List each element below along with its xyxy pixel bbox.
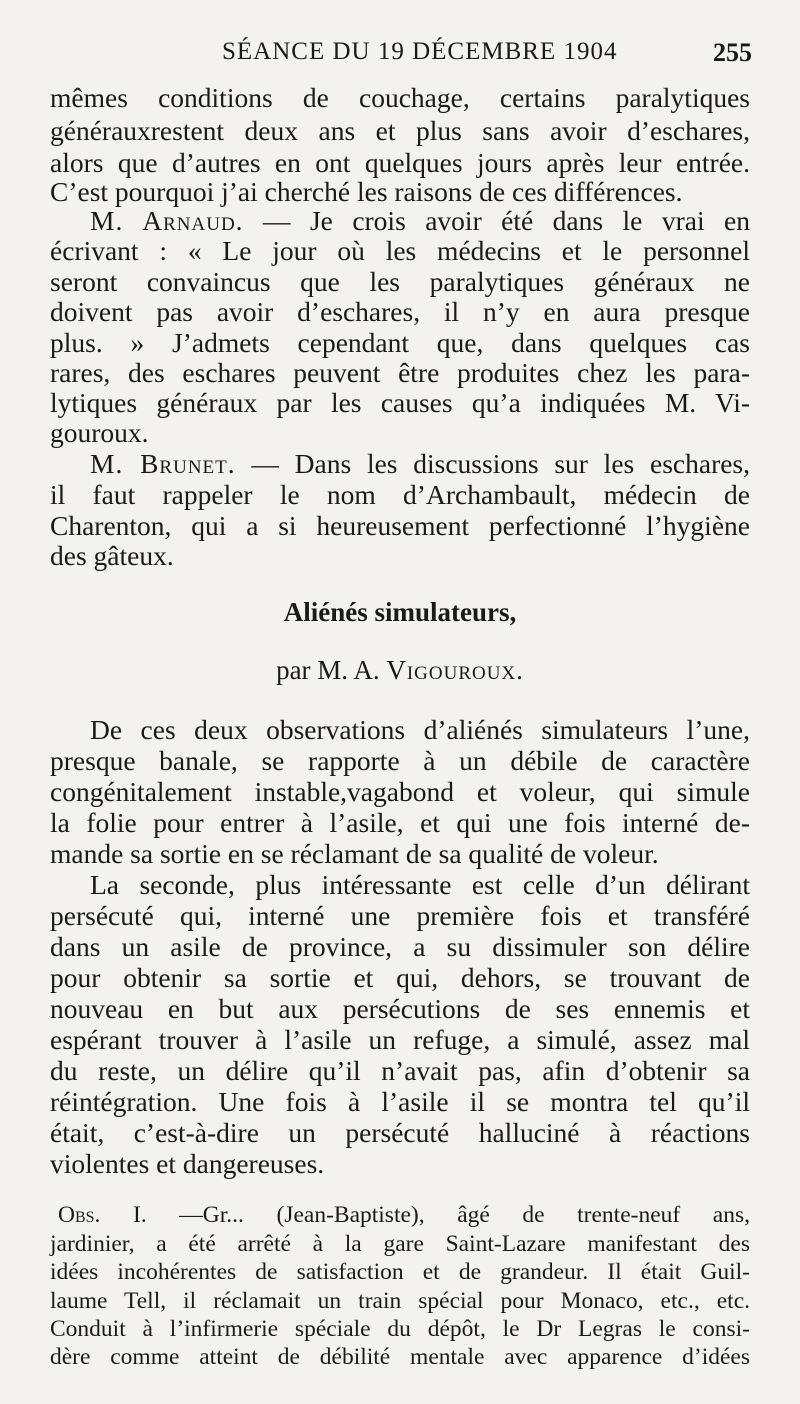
speaker-line-arnaud: [90, 207, 750, 235]
text-line: écrivant : « Le jour où les médecins et le personnel: [50, 235, 750, 266]
speaker-name: M. Brunet.: [90, 448, 236, 479]
text-line: générauxrestent deux ans et plus sans avoir d’eschares,: [50, 115, 750, 146]
observation-text: —Gr... (Jean-Baptiste), âgé de trente-neuf ans,: [179, 1202, 750, 1228]
text-line: des gâteux.: [50, 540, 174, 571]
speaker-line-brunet: [90, 450, 750, 478]
text-line: dère comme atteint de débilité mentale avec apparence d’idées: [50, 1344, 750, 1370]
text-line: alors que d’autres en ont quelques jours après leur entrée.: [50, 147, 750, 178]
text-line: mande sa sortie en se réclamant de sa qualité de voleur.: [50, 838, 659, 869]
text-line: rares, des eschares peuvent être produites chez les para-: [50, 357, 750, 388]
text-line: lytiques généraux par les causes qu’a indiquées M. Vi-: [50, 387, 750, 418]
running-title: SÉANCE DU 19 DÉCEMBRE 1904: [222, 38, 618, 65]
speaker-text: — Je crois avoir été dans le vrai en: [263, 205, 750, 236]
text-line: espérant trouver à l’asile un refuge, a simulé, assez mal: [50, 1024, 750, 1055]
observation-first-line: [58, 1204, 750, 1228]
observation-label: Obs. I.: [58, 1202, 147, 1228]
text-line: il faut rappeler le nom d’Archambault, médecin de: [50, 479, 750, 510]
text-line: plus. » J’admets cependant que, dans quelques cas: [50, 327, 750, 358]
text-line: jardinier, a été arrêté à la gare Saint-Lazare manifestant des: [50, 1231, 750, 1257]
text-line: Conduit à l’infirmerie spéciale du dépôt, le Dr Legras le consi-: [50, 1316, 750, 1342]
text-line: laume Tell, il réclamait un train spécial pour Monaco, etc., etc.: [50, 1288, 750, 1314]
text-line: C’est pourquoi j’ai cherché les raisons de ces différences.: [50, 176, 683, 207]
text-line: seront convaincus que les paralytiques généraux ne: [50, 266, 750, 297]
text-line: idées incohérentes de satisfaction et de grandeur. Il était Guil-: [50, 1259, 750, 1285]
text-line: mêmes conditions de couchage, certains paralytiques: [50, 82, 750, 113]
text-line: nouveau en but aux persécutions de ses ennemis et: [50, 993, 750, 1024]
text-line: La seconde, plus intéressante est celle d’un délirant: [90, 869, 750, 900]
text-line: réintégration. Une fois à l’asile il se montra tel qu’il: [50, 1086, 750, 1117]
byline-author: Vigouroux.: [386, 655, 524, 685]
page-number: 255: [713, 38, 752, 67]
text-line: gouroux.: [50, 417, 149, 448]
byline-prefix: par M. A.: [276, 655, 380, 685]
article-byline: [0, 655, 800, 686]
speaker-name: M. Arnaud.: [90, 205, 244, 236]
text-line: presque banale, se rapporte à un débile de caractère: [50, 745, 750, 776]
text-line: dans un asile de province, a su dissimuler son délire: [50, 931, 750, 962]
text-line: persécuté qui, interné une première fois et transféré: [50, 900, 750, 931]
text-line: pour obtenir sa sortie et qui, dehors, se trouvant de: [50, 962, 750, 993]
text-line: doivent pas avoir d’eschares, il n’y en aura presque: [50, 296, 750, 327]
running-head: [0, 38, 800, 78]
text-line: était, c’est-à-dire un persécuté halluciné à réactions: [50, 1117, 750, 1148]
text-line: Charenton, qui a si heureusement perfectionné l’hygiène: [50, 510, 750, 541]
text-line: la folie pour entrer à l’asile, et qui une fois interné de-: [50, 807, 750, 838]
text-line: du reste, un délire qu’il n’avait pas, afin d’obtenir sa: [50, 1055, 750, 1086]
text-line: De ces deux observations d’aliénés simulateurs l’une,: [90, 714, 750, 745]
speaker-text: — Dans les discussions sur les eschares,: [251, 448, 751, 479]
article-title: Aliénés simulateurs,: [283, 597, 517, 627]
text-line: violentes et dangereuses.: [50, 1148, 325, 1179]
text-line: congénitalement instable,vagabond et voleur, qui simule: [50, 776, 750, 807]
